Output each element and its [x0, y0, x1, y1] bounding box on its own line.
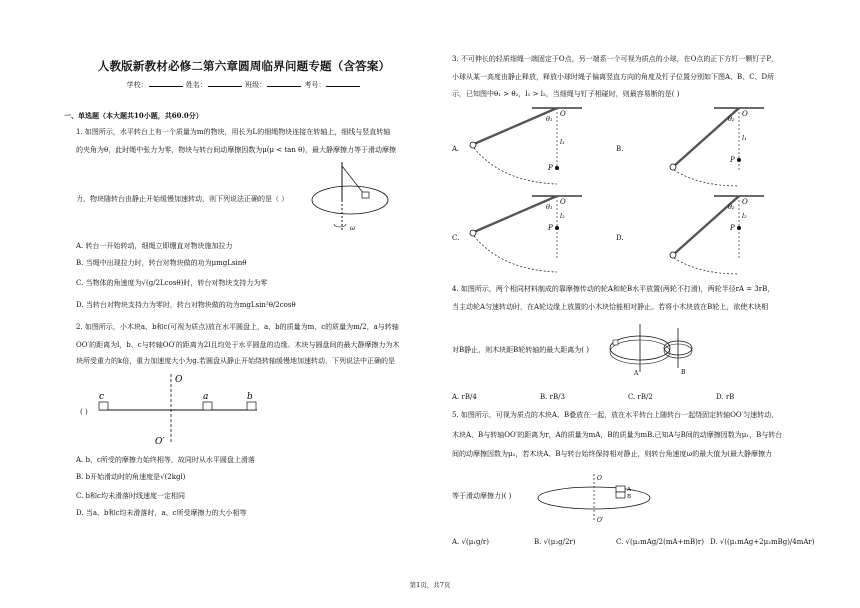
- q2-label-o: O: [175, 375, 183, 385]
- q3d-p: P: [730, 224, 735, 232]
- q3b-p: P: [730, 156, 735, 164]
- q4-line2: 当主动轮A匀速转动时，在A轮边缘上放置的小木块恰能相对静止。若将小木块放在B轮上，欲使木块相: [452, 303, 769, 311]
- q1-option-a[interactable]: A. 转台一开始转动，细绳立即绷直对物块施加拉力: [76, 242, 233, 250]
- q2-line1: 2. 如图所示，小木块a、b和c(可视为质点)放在水平圆盘上，a、b的质量为m，c的质量为m/2，a与转轴: [76, 323, 399, 331]
- q5-label-b: B: [627, 494, 632, 500]
- student-info: [58, 80, 430, 90]
- q5-label-o-prime: O′: [597, 517, 604, 524]
- q5-label-a: A: [627, 487, 631, 493]
- q2-option-a[interactable]: A. b、c所受的摩擦力始终相等，故同时从水平圆盘上滑落: [76, 456, 255, 464]
- q4-label-a: A: [634, 370, 639, 376]
- q5-label-o: O: [597, 475, 602, 482]
- q3d-o: O: [742, 198, 748, 206]
- q1-option-b[interactable]: B. 当绳中出现拉力时，转台对物块做的功为μmgLsinθ: [76, 259, 247, 267]
- q5-line4: 等于滑动摩擦力)( ): [452, 492, 512, 500]
- name-label: 姓名：: [185, 81, 207, 89]
- q2-bracket: ( ): [80, 408, 88, 416]
- q4-option-a[interactable]: A. rB/4: [452, 393, 477, 401]
- left-column: [58, 0, 430, 590]
- q2-disk-figure: [93, 372, 273, 448]
- q2-option-b[interactable]: B. b开始滑动时的角速度是√(2kgl): [76, 473, 186, 481]
- q1-line2: 的夹角为θ，此时绳中张力为零，物块与转台间动摩擦因数为μ(μ < tan θ)，最大静摩擦力等于滑动摩擦: [76, 146, 397, 154]
- q2-line2: OO′的距离为l，b、c与转轴OO′的距离为2l且均处于水平圆盘的边缘。木块与圆盘间的最大静摩擦力为木: [76, 341, 400, 349]
- q4-wheels-figure: [608, 318, 698, 376]
- q5-option-a[interactable]: A. √(μ₁g/r): [452, 538, 489, 546]
- q1-line3: 力，物块随转台由静止开始缓慢加速转动，则下列说法正确的是（ ）: [76, 195, 289, 203]
- q1-turntable-figure: [306, 160, 396, 238]
- q3-option-d[interactable]: D.: [616, 234, 624, 242]
- q3a-p: P: [548, 164, 553, 172]
- name-field: [208, 80, 242, 87]
- exam-no-label: 考号：: [304, 81, 326, 89]
- section-heading: 一、单选题（本大题共10小题，共60.0分）: [64, 111, 203, 120]
- page-footer: 第1页，共7页: [409, 581, 451, 589]
- q2-option-c[interactable]: C. b和c均未滑落时线速度一定相同: [76, 492, 185, 500]
- q3a-theta: θ₁: [546, 115, 553, 123]
- q5-turntable-figure: [534, 470, 654, 526]
- q3-figure-d: [644, 192, 776, 278]
- q3-option-a[interactable]: A.: [452, 145, 460, 153]
- q3c-l: l₂: [560, 212, 565, 220]
- q2-label-b: b: [247, 392, 253, 402]
- school-label: 学校：: [126, 81, 148, 89]
- q4-line3: 对B静止，则木块距B轮转轴的最大距离为( ): [452, 346, 589, 354]
- q2-label-c: c: [99, 392, 105, 402]
- q3d-l: l₂: [742, 212, 747, 220]
- q3-option-b[interactable]: B.: [616, 145, 624, 153]
- q3d-theta: θ₂: [728, 203, 735, 211]
- page-title: 人教版新教材必修二第六章圆周临界问题专题（含答案）: [97, 59, 391, 73]
- q3c-o: O: [560, 198, 566, 206]
- q5-option-d[interactable]: D. √((μ₁mAg+2μ₂mBg)/4mAr): [710, 538, 815, 546]
- q2-label-a: a: [203, 392, 209, 402]
- class-label: 班级：: [245, 81, 267, 89]
- q3c-p: P: [548, 224, 553, 232]
- q5-line3: 间的动摩擦因数为μ₂，若木块A、B与转台始终保持相对静止，则转台角速度ω的最大值为(最大静摩擦力: [452, 450, 772, 458]
- q4-option-b[interactable]: B. rB/3: [540, 393, 565, 401]
- right-column: [448, 0, 820, 590]
- q2-label-o-prime: O′: [155, 437, 165, 447]
- q1-omega-label: ω: [350, 225, 355, 232]
- q3a-l: l₁: [560, 138, 565, 146]
- q3-line3: 示，已知图中θ₁ > θ₂，l₁ > l₂，当细绳与钉子相碰时，则最容易断的是( ): [452, 90, 680, 98]
- q3b-l: l₁: [742, 134, 747, 142]
- q3-figure-a: [462, 104, 594, 190]
- q3-option-c[interactable]: C.: [452, 234, 460, 242]
- q4-line1: 4. 如图所示，两个相同材料制成的靠摩擦传动的轮A和轮B水平放置(两轮不打滑)，两轮半径rA = 3rB，: [452, 285, 775, 293]
- q1-option-c[interactable]: C. 当物体的角速度为√(g/2Lcosθ)时，转台对物块支持力为零: [76, 279, 268, 287]
- q4-option-c[interactable]: C. rB/2: [628, 393, 653, 401]
- q3-figure-b: [644, 104, 776, 190]
- q5-option-b[interactable]: B. √(μ₂g/2r): [534, 538, 576, 546]
- q5-option-c[interactable]: C. √(μ₂mAg/2(mA+mB)r): [616, 538, 704, 546]
- exam-no-field: [326, 80, 360, 87]
- q3b-theta: θ₂: [728, 115, 735, 123]
- q2-option-d[interactable]: D. 当a、b和c均未滑落时，a、c所受摩擦力的大小相等: [76, 509, 247, 517]
- q3b-o: O: [742, 110, 748, 118]
- q4-label-b: B: [681, 369, 686, 376]
- q3-line2: 小球从某一高度由静止释放，释放小球时绳子偏离竖直方向的角度及钉子位置分别如下图A、B、C、D所: [452, 73, 775, 81]
- q5-line2: 木块A、B与转轴OO′的距离为r，A的质量为mA，B的质量为mB.已知A与B间的动摩擦因数为μ₁，B与转台: [452, 431, 783, 439]
- q2-line3: 块所受重力的k倍，重力加速度大小为g.若圆盘从静止开始绕转轴缓慢地加速转动，下列说法中正确的是: [76, 357, 395, 365]
- q1-line1: 1. 如图所示，水平转台上有一个质量为m的物块，用长为L的细绳物块连接在转轴上，细线与竖直转轴: [76, 128, 391, 136]
- class-field: [267, 80, 301, 87]
- q5-line1: 5. 如图所示，可视为质点的木块A、B叠放在一起，放在水平转台上随转台一起绕固定转轴OO′匀速转动，: [452, 411, 779, 419]
- q1-option-d[interactable]: D. 当转台对物块支持力为零时，转台对物块做的功为mgLsin²θ/2cosθ: [76, 301, 296, 309]
- school-field: [149, 80, 183, 87]
- q3-line1: 3. 不可伸长的轻质细绳一端固定于O点，另一端系一个可视为质点的小球，在O点的正下方钉一颗钉子P，: [452, 55, 779, 63]
- q3-figure-c: [462, 192, 594, 278]
- q3c-theta: θ₁: [546, 203, 553, 211]
- q4-option-d[interactable]: D. rB: [716, 393, 735, 401]
- q3a-o: O: [560, 110, 566, 118]
